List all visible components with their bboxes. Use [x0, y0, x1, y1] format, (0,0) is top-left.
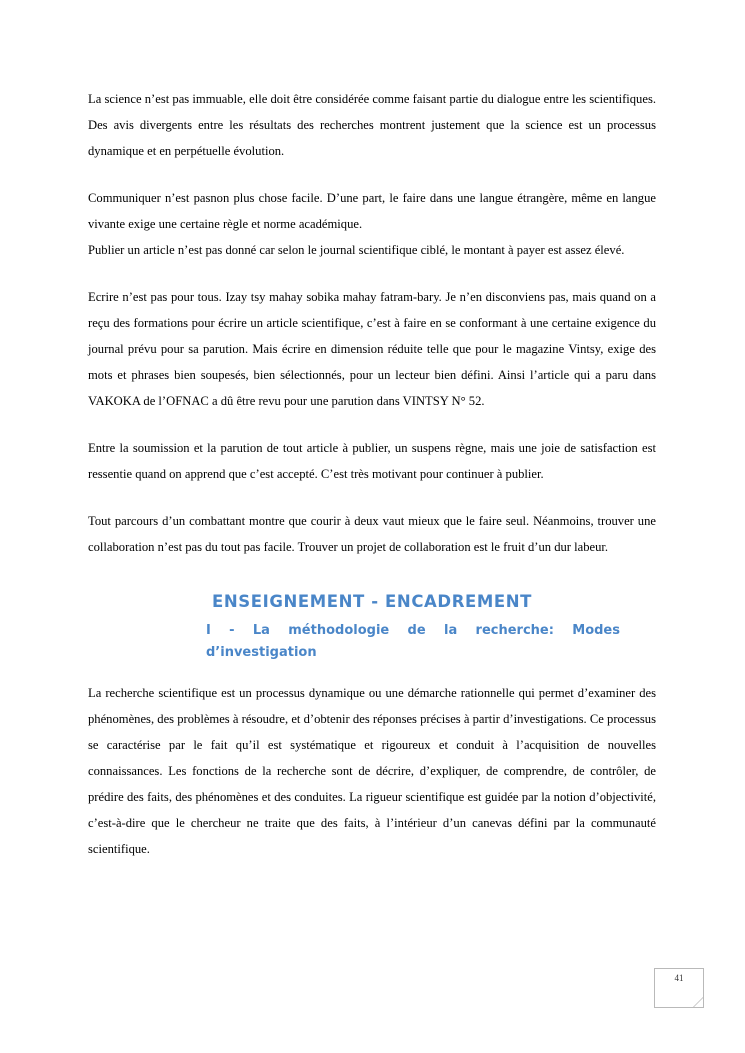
- paragraph-spacer: [88, 414, 656, 435]
- document-body: [88, 86, 656, 862]
- paragraph-6: Tout parcours d’un combattant montre que courir à deux vaut mieux que le faire seul. Néanmoins, trouver une collaboration n’est pas du tout pas facile. Trouver un projet de collaboration est le fruit d’un dur labeur.: [88, 514, 656, 554]
- paragraph-5: Entre la soumission et la parution de tout article à publier, un suspens règne, mais une joie de satisfaction est ressentie quand on apprend que c’est accepté. C’est très motivant pour continuer à publier.: [88, 441, 656, 481]
- page-number: 41: [674, 973, 684, 983]
- paragraph-spacer: [88, 487, 656, 508]
- paragraph-4: Ecrire n’est pas pour tous. Izay tsy mahay sobika mahay fatram-bary. Je n’en disconviens pas, mais quand on a reçu des formations pour écrire un article scientifique, c’est à faire en se conformant à une certaine exigence du journal prévu pour sa parution. Mais écrire en dimension réduite telle que pour le magazine Vintsy, exige des mots et phrases bien soupesés, bien sélectionnés, pour un lecteur bien défini. Ainsi l’article qui a paru dans VAKOKA de l’OFNAC a dû être revu pour une parution dans VINTSY N° 52.: [88, 290, 656, 408]
- section-title: ENSEIGNEMENT - ENCADREMENT: [211, 592, 533, 611]
- section-subtitle: I - La méthodologie de la recherche: Modes d’investigation: [206, 623, 620, 660]
- corner-fold-inner-icon: [694, 998, 703, 1007]
- page-number-badge: [654, 968, 704, 1008]
- paragraph-7: La recherche scientifique est un processus dynamique ou une démarche rationnelle qui permet d’examiner des phénomènes, des problèmes à résoudre, et d’obtenir des réponses précises à partir d’investigations. Ce processus se caractérise par le fait qu’il est systématique et rigoureux et conduit à l’acquisition de nouvelles connaissances. Les fonctions de la recherche sont de décrire, d’expliquer, de comprendre, de contrôler, de prédire des faits, des phénomènes et des conduites. La rigueur scientifique est guidée par la notion d’objectivité, c’est-à-dire que le chercheur ne traite que des faits, à l’intérieur d’un canevas défini par la communauté scientifique.: [88, 686, 656, 856]
- paragraph-1: La science n’est pas immuable, elle doit être considérée comme faisant partie du dialogue entre les scientifiques. Des avis divergents entre les résultats des recherches montrent justement que la science est un processus dynamique et en perpétuelle évolution.: [88, 92, 656, 158]
- section-heading-block: [88, 590, 656, 664]
- paragraph-3: Publier un article n’est pas donné car selon le journal scientifique ciblé, le montant à payer est assez élevé.: [88, 243, 625, 257]
- paragraph-spacer: [88, 263, 656, 284]
- paragraph-spacer: [88, 164, 656, 185]
- paragraph-2: Communiquer n’est pasnon plus chose facile. D’une part, le faire dans une langue étrangère, même en langue vivante exige une certaine règle et norme académique.: [88, 191, 656, 231]
